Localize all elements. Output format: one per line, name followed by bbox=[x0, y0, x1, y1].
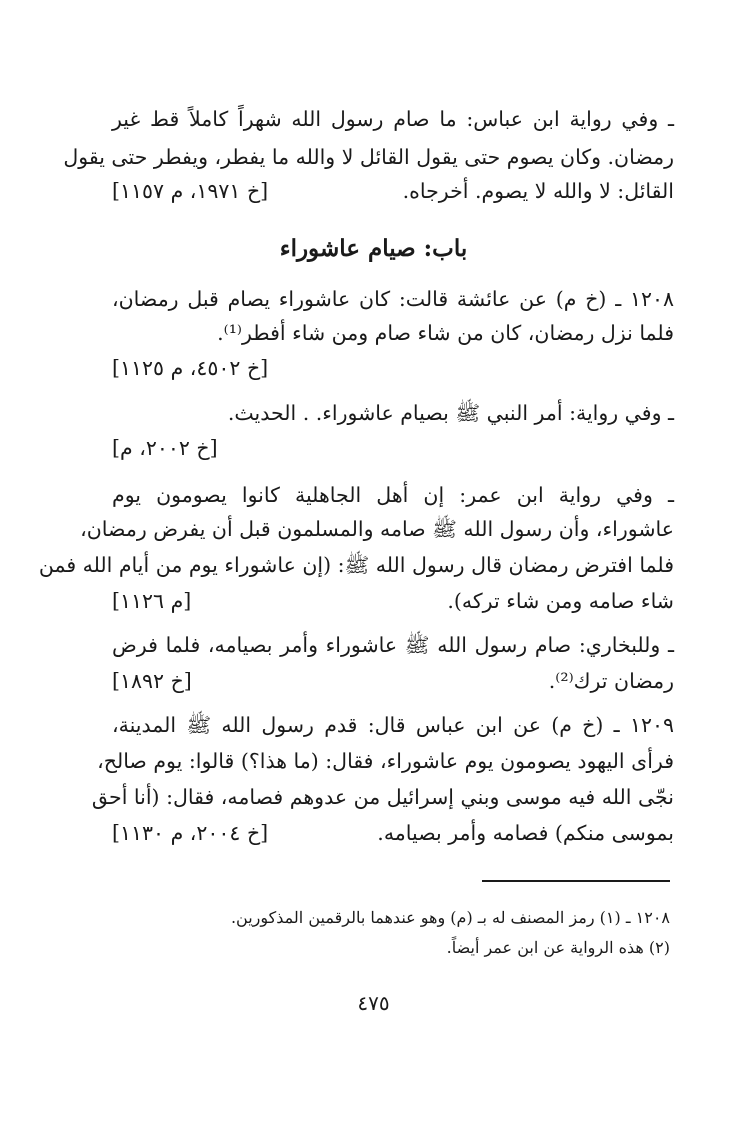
body-line: ـ وللبخاري: صام رسول الله ﷺ عاشوراء وأمر بصيامه، فلما فرض bbox=[112, 633, 674, 657]
hadith-reference: [خ ١٨٩٢] bbox=[112, 669, 192, 693]
hadith-reference: [خ ٢٠٠٤، م ١١٣٠] bbox=[112, 821, 269, 845]
body-line: ـ وفي رواية ابن عباس: ما صام رسول الله شهراً كاملاً قط غير bbox=[112, 107, 674, 131]
body-line: نجّى الله فيه موسى وبني إسرائيل من عدوهم فصامه، فقال: (أنا أحق bbox=[91, 785, 674, 809]
hadith-reference: [خ ٤٥٠٢، م ١١٢٥] bbox=[112, 356, 269, 380]
hadith-1208-line: ١٢٠٨ ـ (خ م) عن عائشة قالت: كان عاشوراء يصام قبل رمضان، bbox=[112, 287, 674, 311]
footnote: ١٢٠٨ ـ (١) رمز المصنف له بـ (م) وهو عندهما بالرقمين المذكورين. bbox=[230, 908, 670, 927]
footnote: (٢) هذه الرواية عن ابن عمر أيضاً. bbox=[446, 938, 670, 957]
body-line: رمضان ترك⁽²⁾. bbox=[548, 669, 674, 693]
hadith-reference: [خ ٢٠٠٢، م] bbox=[112, 436, 218, 460]
hadith-reference: [م ١١٢٦] bbox=[112, 589, 192, 613]
body-line: ـ وفي رواية: أمر النبي ﷺ بصيام عاشوراء. . الحديث. bbox=[227, 401, 674, 425]
body-line: عاشوراء، وأن رسول الله ﷺ صامه والمسلمون قبل أن يفرض رمضان، bbox=[80, 517, 674, 541]
body-line: فلما افترض رمضان قال رسول الله ﷺ: (إن عاشوراء يوم من أيام الله فمن bbox=[38, 553, 674, 577]
body-line: فرأى اليهود يصومون يوم عاشوراء، فقال: (ما هذا؟) قالوا: يوم صالح، bbox=[97, 749, 674, 773]
body-line: فلما نزل رمضان، كان من شاء صام ومن شاء أفطر⁽¹⁾. bbox=[217, 321, 674, 345]
hadith-reference: [خ ١٩٧١، م ١١٥٧] bbox=[112, 179, 269, 203]
footnote-separator bbox=[482, 880, 670, 882]
body-line: القائل: لا والله لا يصوم. أخرجاه. bbox=[402, 179, 674, 203]
page-number: ٤٧٥ bbox=[357, 991, 390, 1015]
hadith-1209-line: ١٢٠٩ ـ (خ م) عن ابن عباس قال: قدم رسول الله ﷺ المدينة، bbox=[112, 713, 674, 737]
body-line: ـ وفي رواية ابن عمر: إن أهل الجاهلية كانوا يصومون يوم bbox=[112, 483, 674, 507]
body-line: رمضان. وكان يصوم حتى يقول القائل لا والله ما يفطر، ويفطر حتى يقول bbox=[63, 145, 674, 169]
body-line: بموسى منكم) فصامه وأمر بصيامه. bbox=[377, 821, 674, 845]
chapter-heading: باب: صيام عاشوراء bbox=[279, 235, 468, 262]
body-line: شاء صامه ومن شاء تركه). bbox=[447, 589, 674, 613]
